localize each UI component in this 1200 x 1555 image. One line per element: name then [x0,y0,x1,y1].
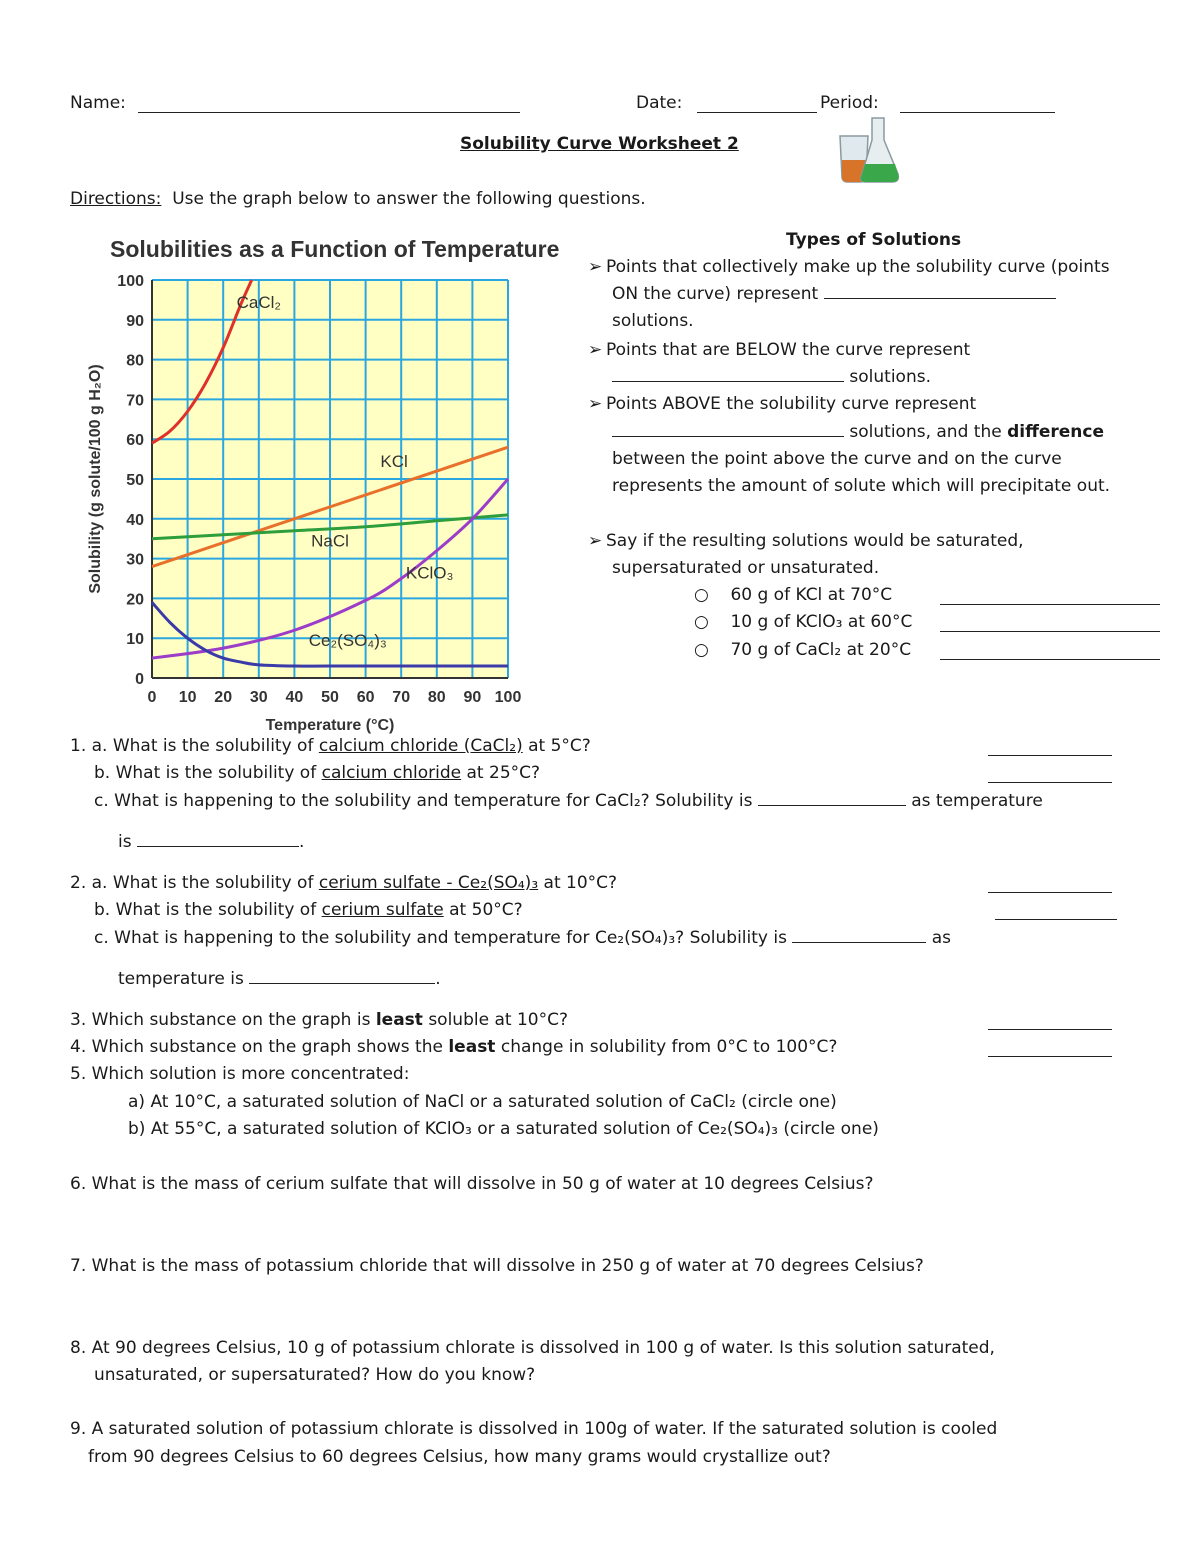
series-label-4: Ce₂(SO₄)₃ [308,631,387,651]
directions [70,189,646,209]
types-bullet-2-line2: solutions. [612,367,931,387]
question-7: 7. What is the mass of potassium chloride that will dissolve in 250 g of water at 70 degrees Celsius? [70,1256,924,1276]
y-tick-label: 100 [117,273,144,290]
sub-item-1: ○ 60 g of KCl at 70°C [694,585,893,605]
question-5a: a) At 10°C, a saturated solution of NaCl or a saturated solution of CaCl₂ (circle one) [128,1092,837,1112]
page-title: Solubility Curve Worksheet 2 [460,134,739,154]
y-tick-label: 70 [126,392,144,410]
question-2c: c. What is happening to the solubility and temperature for Ce₂(SO₄)₃? Solubility is as [94,928,952,948]
types-bullet-3-line2: solutions, and the difference [612,422,1104,442]
date-blank[interactable] [697,98,817,113]
x-tick-label: 0 [147,689,157,706]
question-2b: b. What is the solubility of cerium sulfate at 50°C? [94,900,523,920]
blank-above-curve[interactable] [612,422,844,437]
y-tick-label: 90 [126,312,144,330]
question-5: 5. Which solution is more concentrated: [70,1064,410,1084]
question-4: 4. Which substance on the graph shows the least change in solubility from 0°C to 100°C? [70,1037,838,1057]
answer-1c-temperature[interactable] [137,832,299,847]
question-9-line2: from 90 degrees Celsius to 60 degrees Celsius, how many grams would crystallize out? [88,1447,831,1467]
series-label-0: CaCl₂ [236,292,281,312]
question-1a: 1. a. What is the solubility of calcium chloride (CaCl₂) at 5°C? [70,736,591,756]
types-bullet-3-line4: represents the amount of solute which will precipitate out. [612,476,1111,496]
y-tick-label: 20 [126,591,144,609]
question-2a: 2. a. What is the solubility of cerium sulfate - Ce₂(SO₄)₃ at 10°C? [70,873,618,893]
chart-title: Solubilities as a Function of Temperature [110,236,560,262]
blank-below-curve[interactable] [612,367,844,382]
directions-label: Directions: [70,189,162,209]
x-axis-label: Temperature (°C) [265,717,395,734]
y-tick-label: 10 [126,631,144,649]
question-3: 3. Which substance on the graph is least soluble at 10°C? [70,1010,568,1030]
solubility-chart [80,268,540,738]
question-1c-line2: is . [118,832,305,852]
y-tick-label: 0 [135,671,144,688]
name-label: Name: [70,93,126,113]
answer-2a[interactable] [988,878,1112,893]
x-tick-label: 100 [494,689,522,706]
sub-item-2-blank[interactable] [940,617,1160,632]
types-bullet-1-line3: solutions. [612,311,694,331]
beaker-flask-icon [834,114,904,186]
types-bullet-1: ➢ Points that collectively make up the solubility curve (points [588,257,1110,277]
types-bullet-4: ➢ Say if the resulting solutions would be saturated, [588,531,1024,551]
period-blank[interactable] [900,98,1055,113]
x-tick-label: 70 [392,689,411,706]
question-1b: b. What is the solubility of calcium chloride at 25°C? [94,763,541,783]
sub-item-1-blank[interactable] [940,590,1160,605]
question-8-line2: unsaturated, or supersaturated? How do you know? [94,1365,536,1385]
series-label-1: KCl [380,452,408,472]
question-2c-line2: temperature is . [118,969,441,989]
y-axis-label: Solubility (g solute/100 g H₂O) [87,364,104,594]
x-tick-label: 10 [178,689,197,706]
x-tick-label: 80 [427,689,446,706]
y-tick-label: 80 [126,352,144,370]
types-bullet-1-line2: ON the curve) represent [612,284,1056,304]
x-tick-label: 20 [214,689,233,706]
answer-1c-solubility[interactable] [758,791,906,806]
question-8: 8. At 90 degrees Celsius, 10 g of potassium chlorate is dissolved in 100 g of water. Is this solution saturated, [70,1338,995,1358]
question-1c: c. What is happening to the solubility and temperature for CaCl₂? Solubility is as temperature [94,791,1043,811]
name-blank[interactable] [138,98,520,113]
period-label: Period: [820,93,879,113]
sub-item-2: ○ 10 g of KClO₃ at 60°C [694,612,913,632]
types-bullet-2: ➢ Points that are BELOW the curve represent [588,340,971,360]
date-label: Date: [636,93,683,113]
x-tick-label: 90 [463,689,482,706]
series-label-2: NaCl [311,531,349,551]
x-tick-label: 40 [285,689,304,706]
answer-1b[interactable] [988,768,1112,783]
types-bullet-3-line3: between the point above the curve and on the curve [612,449,1062,469]
y-tick-label: 30 [126,551,144,569]
x-tick-label: 50 [321,689,339,706]
directions-text: Use the graph below to answer the following questions. [172,189,646,209]
answer-4[interactable] [988,1042,1112,1057]
answer-1a[interactable] [988,741,1112,756]
question-5b: b) At 55°C, a saturated solution of KClO₃ or a saturated solution of Ce₂(SO₄)₃ (circle one) [128,1119,879,1139]
answer-2c-temperature[interactable] [249,969,435,984]
sub-item-3-blank[interactable] [940,645,1160,660]
answer-2b[interactable] [995,905,1117,920]
question-9: 9. A saturated solution of potassium chlorate is dissolved in 100g of water. If the saturated solution is cooled [70,1419,998,1439]
answer-3[interactable] [988,1015,1112,1030]
y-tick-label: 40 [126,511,144,529]
series-label-3: KClO₃ [405,563,454,583]
x-tick-label: 30 [249,689,268,706]
x-tick-label: 60 [356,689,375,706]
sub-item-3: ○ 70 g of CaCl₂ at 20°C [694,640,912,660]
types-bullet-3: ➢ Points ABOVE the solubility curve represent [588,394,977,414]
types-heading: Types of Solutions [786,230,962,250]
y-tick-label: 60 [126,432,144,450]
y-tick-label: 50 [126,472,144,489]
types-bullet-4-line2: supersaturated or unsaturated. [612,558,880,578]
blank-on-curve[interactable] [824,284,1056,299]
answer-2c-solubility[interactable] [792,928,926,943]
question-6: 6. What is the mass of cerium sulfate that will dissolve in 50 g of water at 10 degrees Celsius? [70,1174,874,1194]
